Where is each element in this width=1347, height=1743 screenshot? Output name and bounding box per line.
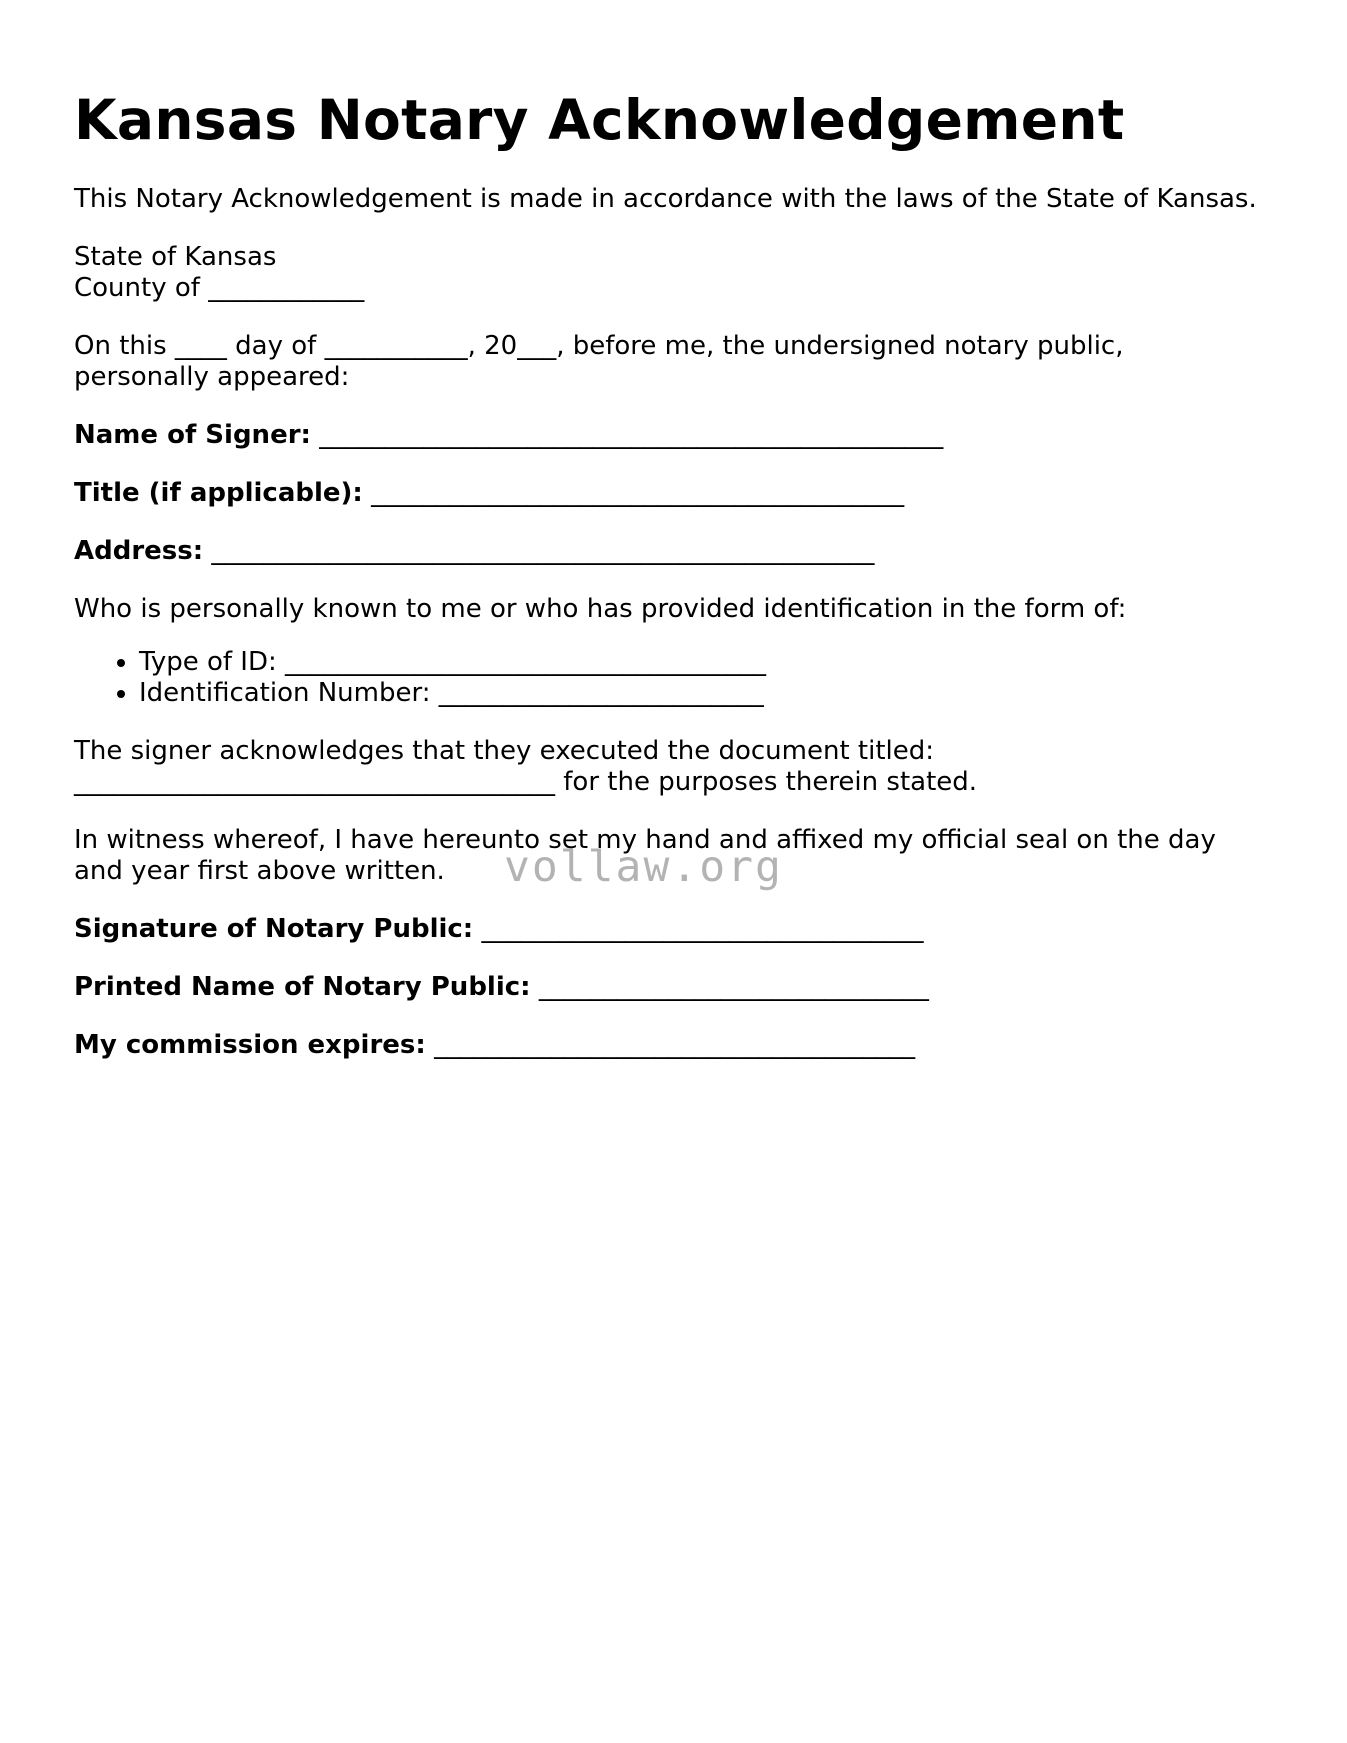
identification-list bbox=[74, 647, 1304, 709]
commission-expires-blank: _____________________________________ bbox=[434, 1030, 916, 1060]
document-title: Kansas Notary Acknowledgement bbox=[74, 88, 1125, 152]
signer-title-label: Title (if applicable): bbox=[74, 478, 363, 508]
signer-address-blank: ___________________________________________________ bbox=[211, 536, 875, 566]
signer-address-field bbox=[74, 536, 1304, 567]
appearance-line-1: On this ____ day of ___________, 20___, before me, the undersigned notary public, bbox=[74, 331, 1124, 361]
signer-title-blank: _________________________________________ bbox=[371, 478, 905, 508]
acknowledgement-paragraph bbox=[74, 736, 1304, 798]
appearance-line-2: personally appeared: bbox=[74, 362, 350, 392]
signer-name-field bbox=[74, 420, 1304, 451]
signer-address-label: Address: bbox=[74, 536, 204, 566]
notary-printed-name-label: Printed Name of Notary Public: bbox=[74, 972, 531, 1002]
notary-printed-name-field bbox=[74, 972, 1304, 1003]
list-item-id-number: • Identification Number: _________________________ bbox=[139, 678, 1304, 709]
notary-signature-label: Signature of Notary Public: bbox=[74, 914, 474, 944]
commission-expires-label: My commission expires: bbox=[74, 1030, 426, 1060]
signer-name-blank: ________________________________________________ bbox=[319, 420, 944, 450]
notary-printed-name-blank: ______________________________ bbox=[538, 972, 929, 1002]
intro-paragraph: This Notary Acknowledgement is made in accordance with the laws of the State of Kansas. bbox=[74, 184, 1257, 214]
venue-state: State of Kansas bbox=[74, 242, 277, 272]
appearance-paragraph bbox=[74, 331, 1304, 393]
signer-title-field bbox=[74, 478, 1304, 509]
witness-line-1: In witness whereof, I have hereunto set my hand and affixed my official seal on the day bbox=[74, 825, 1216, 855]
list-item-id-type: • Type of ID: _____________________________________ bbox=[139, 647, 1304, 678]
acknowledgement-line-1: The signer acknowledges that they executed the document titled: bbox=[74, 736, 935, 766]
signer-name-label: Name of Signer: bbox=[74, 420, 311, 450]
venue-block bbox=[74, 242, 1304, 304]
notary-signature-field bbox=[74, 914, 1304, 945]
venue-county: County of ____________ bbox=[74, 273, 365, 303]
watermark-text: vollaw.org bbox=[504, 842, 783, 892]
commission-expires-field bbox=[74, 1030, 1304, 1061]
identification-intro: Who is personally known to me or who has provided identification in the form of: bbox=[74, 594, 1127, 624]
acknowledgement-line-2: _____________________________________ for the purposes therein stated. bbox=[74, 767, 978, 797]
document-page bbox=[74, 88, 1304, 1088]
witness-line-2: and year first above written. bbox=[74, 856, 445, 886]
notary-signature-blank: __________________________________ bbox=[481, 914, 924, 944]
